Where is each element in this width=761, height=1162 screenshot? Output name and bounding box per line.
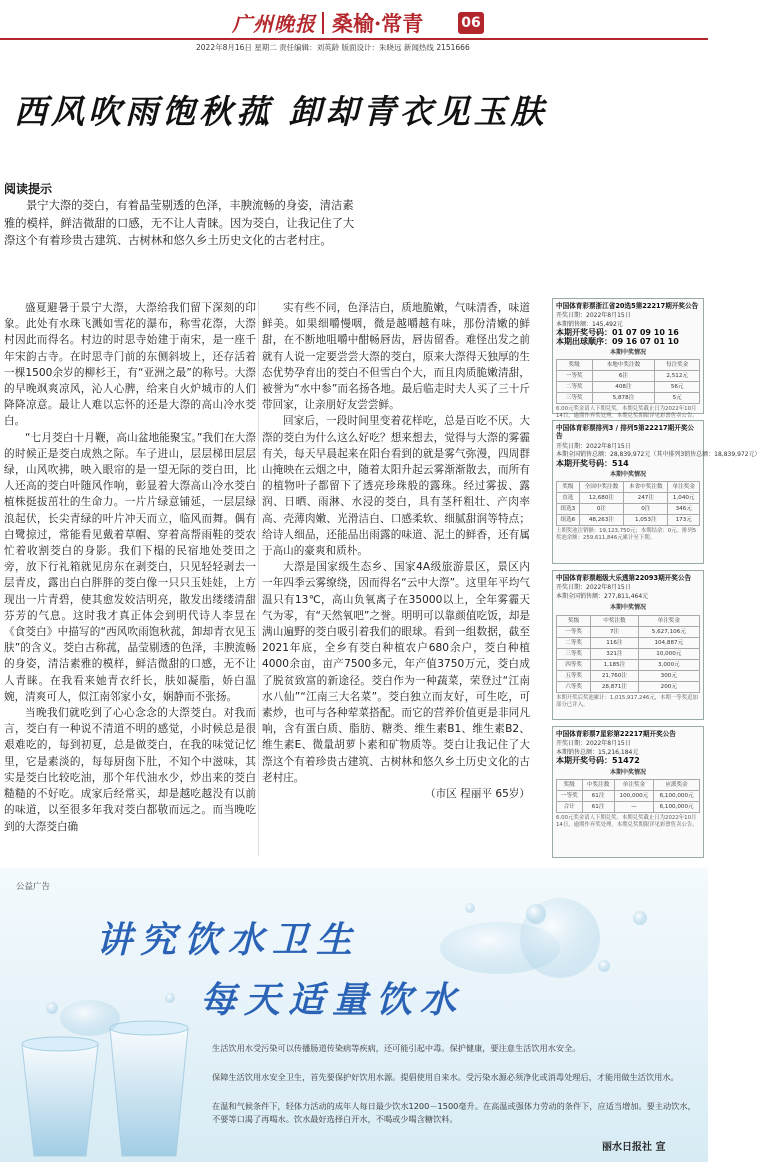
article-paragraph: 回家后，一段时间里变着花样吃，总是百吃不厌。大漈的茭白为什么这么好吃？想来想去，觉得与大漈的雾霾有关，每天早晨起来在阳台看到的就是雾气弥漫，四周群山掩映在云烟之中，随着太阳升起云雾渐渐散去，而所有的植物叶子都留下了透亮珍珠般的露珠。经过雾拔、露润、日晒、雨淋、水浸的茭白，具有茎秆粗壮、产肉率高、壳薄肉嫩、光滑洁白、口感柔软、细腻甜润等特点；给诗人细品，还能品出雨露的味道、泥土的鲜香，还有属于高山的豪爽和质朴。 xyxy=(262,415,530,558)
ad-tag: 公益广告 xyxy=(16,882,51,892)
table-cell: 6注 xyxy=(592,371,655,382)
table-row xyxy=(557,659,700,670)
section-name: 桑榆·常青 xyxy=(332,11,424,36)
lottery-notice-dlt xyxy=(552,570,704,720)
table-cell: 247注 xyxy=(624,493,668,504)
ad-paragraph: 生活饮用水受污染可以传播肠道传染病等疾病，还可能引起中毒。保护健康，要注意生活饮用水安全。 xyxy=(212,1043,581,1053)
table-row xyxy=(557,615,700,626)
lottery-line: 本期销售额：145,492元 xyxy=(556,320,623,328)
table-cell: 116注 xyxy=(591,637,638,648)
article-column-1 xyxy=(4,300,256,835)
public-service-ad xyxy=(0,868,708,1162)
table-cell: 48,263注 xyxy=(579,515,623,526)
masthead xyxy=(0,0,708,52)
lottery-line: 本期开奖号码：51472 xyxy=(556,756,640,766)
page-number: 06 xyxy=(458,12,484,34)
table-cell: 346元 xyxy=(668,504,700,515)
table-cell: 奖级 xyxy=(557,360,593,371)
ad-paragraph: 保障生活饮用水安全卫生，首先要保护好饮用水源。提倡使用自来水。受污染水源必须净化或消毒处理后，才能用做生活饮用水。 xyxy=(212,1072,679,1082)
table-cell: 0注 xyxy=(624,504,668,515)
lottery-title: 中国体育彩票7星彩第22217期开奖公告 xyxy=(556,730,676,738)
lottery-line: 本期开奖号码：514 xyxy=(556,458,629,468)
lottery-note: 本期开奖后奖池累计：1,015,917,246元，本期一等奖追加部分已并入。 xyxy=(556,694,698,708)
lottery-title: 中国体育彩票浙江省20选5第22217期开奖公告 xyxy=(556,302,699,310)
table-cell: 二等奖 xyxy=(557,382,593,393)
masthead-info: 2022年8月16日 星期二 责任编辑：刘英龄 版面设计：朱晓远 新闻热线 2151666 xyxy=(196,43,470,52)
table-row xyxy=(557,626,700,637)
table-cell: 四等奖 xyxy=(557,659,591,670)
water-glass-icon xyxy=(22,993,188,1156)
table-cell: 组选6 xyxy=(557,515,580,526)
table-cell: 1,185注 xyxy=(591,659,638,670)
table-cell: 一等奖 xyxy=(557,626,591,637)
table-cell: 奖级 xyxy=(557,615,591,626)
lottery-line: 本期全国销售总额：28,839,972元（其中排列3销售总额：18,839,972元） xyxy=(556,451,761,459)
table-cell: 单注奖金 xyxy=(614,780,654,791)
headline: 西风吹雨饱秋菰 卸却青衣见玉肤 xyxy=(14,92,548,131)
lottery-note: 6.00元奖金请人下期兑奖。本期兑奖截止日为2022年10月14日，逾期作弃奖处理。本期兑奖期限详见彩票售卖公告。 xyxy=(556,406,698,420)
table-row xyxy=(557,802,700,813)
table-row xyxy=(557,393,700,404)
table-cell: 1,053注 xyxy=(624,515,668,526)
table-cell: 5元 xyxy=(655,393,700,404)
lottery-line: 开奖日期：2022年8月15日 xyxy=(556,740,631,748)
lottery-notice-pl3 xyxy=(552,420,761,564)
table-row xyxy=(557,681,700,692)
lottery-note: 6.00元奖金请人下期兑奖。本期兑奖截止日为2022年10月14日，逾期作弃奖处理。本期兑奖期限详见彩票售卖公告。 xyxy=(556,815,698,829)
table-cell: 单注奖金 xyxy=(668,482,700,493)
lottery-caption: 本期中奖情况 xyxy=(609,471,646,479)
table-row xyxy=(557,382,700,393)
article-paragraph: 盛夏避暑于景宁大漈，大漈给我们留下深刻的印象。此处有水珠飞溅如雪花的瀑布，称雪花漈，大漈村因此而得名。村边的时思寺始建于南宋，是一座千年宋韵古寺。在时思寺门前的东侧斜坡上，还存活着一棵1500余岁的柳杉王，有“亚洲之最”的称号。大漈的早晚飒爽凉风，沁人心脾，给来自火炉城市的人们降降凉意。最让人难以忘怀的还是大漈的高山冷水茭白。 xyxy=(4,302,256,428)
table-row xyxy=(557,648,700,659)
article-paragraph: 实有些不同，色泽洁白，质地脆嫩，气味清香，味道鲜美。如果细嚼慢咽，微是越嚼越有味，那份清嫩的鲜甜，在不断地咀嚼中酣畅唇齿，唇齿留香。难怪出发之前就有人说一定要尝尝大漈的茭白，原来大漈得天独厚的生态优势孕育出的茭白不但雪白个大，而且肉质脆嫩清甜，被誉为“水中参”而名扬各地。最后临走时夫人买了三十斤带回家，让亲朋好友尝尝鲜。 xyxy=(262,302,530,412)
lottery-line: 本期全国销售额：277,811,464元 xyxy=(556,592,649,600)
table-cell: 300元 xyxy=(638,670,699,681)
table-cell: 全国中奖注数 xyxy=(579,482,623,493)
table-cell: 中奖注数 xyxy=(591,615,638,626)
table-cell: 1,040元 xyxy=(668,493,700,504)
lottery-notice-20x5 xyxy=(552,298,704,420)
lottery-title: 中国体育彩票排列3 / 排列5第22217期开奖公告 xyxy=(556,424,695,441)
table-cell: 12,680注 xyxy=(579,493,623,504)
table-cell: 一等奖 xyxy=(557,371,593,382)
table-cell: 奖级 xyxy=(557,780,583,791)
table-row xyxy=(557,637,700,648)
table-cell: 6,100,000元 xyxy=(654,802,700,813)
table-cell: 200元 xyxy=(638,681,699,692)
table-cell: 6,100,000元 xyxy=(654,791,700,802)
table-row xyxy=(557,493,700,504)
article-byline: （市区 程丽平 65岁） xyxy=(425,788,530,801)
table-cell: 一等奖 xyxy=(557,791,583,802)
table-cell: 中奖注数 xyxy=(582,780,614,791)
table-row xyxy=(557,780,700,791)
table-cell: 应派奖金 xyxy=(654,780,700,791)
table-row xyxy=(557,504,700,515)
masthead-divider xyxy=(322,12,324,34)
masthead-rule xyxy=(0,38,708,40)
table-cell: 10,000元 xyxy=(638,648,699,659)
table-row xyxy=(557,482,700,493)
lottery-caption: 本期中奖情况 xyxy=(609,604,646,612)
table-cell: 单注奖金 xyxy=(638,615,699,626)
table-cell: 直选 xyxy=(557,493,580,504)
lottery-note: 上期奖池注销额：19,123,750元；本期结余：0元。排列5奖池余额：259,611,846元累计至下期。 xyxy=(556,528,697,542)
ad-slogan-1: 讲究饮水卫生 xyxy=(96,919,361,961)
ad-slogan-2: 每天适量饮水 xyxy=(200,979,465,1021)
article-paragraph: “七月茭白十月鞭，高山盆地能聚宝。”我们在大漈的时候正是茭白成熟之际。车子进山，层层梯田层层绿，山风吹拂，映入眼帘的是一望无际的茭白田，比人还高的茭白叶随风作响，彰显着大漈高山冷水茭白植株挺拔茁壮的生命力。一片片绿意铺延，一层层绿浪起伏，长尖青绿的叶片冲天而立，临风而舞。偶有白鹭掠过，常能看见戴着草帽、穿着高帮雨鞋的茭农忙着收割茭白的身影。我们下榻的民宿地处茭田之旁，放下行礼箱就见房东在剥茭白，只见轻轻剥去一层青皮，露出白白胖胖的茭白像一只只玉娃娃，上方现出一片青碧，使其愈发姣洁明亮，散发出缕缕清甜芬芳的气息。这时我才真正体会到明代诗人李昱在《食茭白》中描写的“西风吹雨饱秋菰，卸却青衣见玉肤”的含义。茭白古称菰，晶莹剔透的色泽，丰腴流畅的身姿，清洁素雅的模样，鲜洁微甜的口感，无不让人青睐。在我看来她青衣纤长，肤如凝脂，娇白温婉，清爽可人，似江南邻家小女，娴静而不张扬。 xyxy=(4,431,256,703)
table-cell: 56元 xyxy=(655,382,700,393)
lottery-table xyxy=(556,359,700,404)
table-cell: 61注 xyxy=(582,802,614,813)
table-cell: 3,000元 xyxy=(638,659,699,670)
table-row xyxy=(557,515,700,526)
lottery-line: 本期开奖号码：01 07 09 10 16 xyxy=(556,328,679,338)
lottery-table xyxy=(556,615,700,693)
table-cell: — xyxy=(614,802,654,813)
table-cell: 0注 xyxy=(579,504,623,515)
lottery-table xyxy=(556,481,700,526)
lottery-line: 开奖日期：2022年8月15日 xyxy=(556,312,631,320)
table-cell: 5,878注 xyxy=(592,393,655,404)
table-cell: 二等奖 xyxy=(557,637,591,648)
lottery-notice-7xc xyxy=(552,726,704,858)
lottery-title: 中国体育彩票超级大乐透第22093期开奖公告 xyxy=(556,574,692,582)
table-cell: 28,871注 xyxy=(591,681,638,692)
table-cell: 五等奖 xyxy=(557,670,591,681)
lottery-table xyxy=(556,779,700,813)
table-cell: 六等奖 xyxy=(557,681,591,692)
table-cell: 5,627,106元 xyxy=(638,626,699,637)
lottery-line: 开奖日期：2022年8月15日 xyxy=(556,442,631,450)
table-cell: 三等奖 xyxy=(557,393,593,404)
table-cell: 三等奖 xyxy=(557,648,591,659)
lead-text: 景宁大漈的茭白，有着晶莹剔透的色泽，丰腴流畅的身姿，清洁素雅的模样，鲜洁微甜的口感，无不让人青睐。因为茭白，让我记住了大漈这个有着珍贵古建筑、古树林和悠久乡土历史文化的古老村庄。 xyxy=(4,199,355,247)
table-cell: 本省中奖注数 xyxy=(624,482,668,493)
table-cell: 每注奖金 xyxy=(655,360,700,371)
article-column-2 xyxy=(262,300,530,802)
table-cell: 61注 xyxy=(582,791,614,802)
table-cell: 173元 xyxy=(668,515,700,526)
table-row xyxy=(557,371,700,382)
table-row xyxy=(557,670,700,681)
table-cell: 104,887元 xyxy=(638,637,699,648)
paper-name: 广州晚报 xyxy=(232,12,316,36)
lottery-line: 开奖日期：2022年8月15日 xyxy=(556,584,631,592)
lottery-caption: 本期中奖情况 xyxy=(609,349,646,357)
article-paragraph: 当晚我们就吃到了心心念念的大漈茭白。对我而言，茭白有一种说不清道不明的感觉，小时候总是很艰难吃的，每到初夏，总是做茭白，在我的味觉记忆里，它是素淡的，每每厨囱下肚，不知个中滋味，其实是茭白比较吃油，那个年代油水少，炒出来的茭白糙糙的不好吃。成家后经常买，却是越吃越没有以前的味道，以至很多年我对茭白都敬而远之。而当晚吃到的大漈茭白确 xyxy=(4,707,256,833)
ad-signature: 丽水日报社 宣 xyxy=(602,1142,666,1153)
lottery-caption: 本期中奖情况 xyxy=(609,768,646,776)
column-divider xyxy=(258,300,259,856)
table-cell: 100,000元 xyxy=(614,791,654,802)
table-cell: 408注 xyxy=(592,382,655,393)
table-row xyxy=(557,360,700,371)
table-row xyxy=(557,791,700,802)
table-cell: 合计 xyxy=(557,802,583,813)
lottery-line: 本期出球顺序：09 16 07 01 10 xyxy=(556,336,679,346)
lottery-line: 本期销售总额：15,216,184元 xyxy=(556,748,639,756)
table-cell: 奖级 xyxy=(557,482,580,493)
table-cell: 21,760注 xyxy=(591,670,638,681)
water-splash-icon xyxy=(440,898,647,978)
article-paragraph: 大漈是国家级生态乡、国家4A级旅游景区，景区内一年四季云雾缭绕，因而得名“云中大漈”。这里年平均气温只有13℃，高山负氧离子在35000以上，全年雾霾天气为零，有“天然氧吧”之誉。明明可以靠颜值吃饭，却是满山遍野的茭白吸引着我们的眼球。看到一组数据，截至2021年底，全乡有茭白种植农户680余户，茭白种植4000余亩，亩产7500多元，年产值3750万元，茭白成了脱贫致富的新途径。茭白作为一种蔬菜，荣登过“江南水八仙”“江南三大名菜”。茭白独立而友好，可生吃，可素炒，也可与各种荤菜搭配。而它的营养价值更是非同凡响，含有蛋白质、脂肪、糖类、维生素B1、维生素B2、维生素E、微量胡萝卜素和矿物质等。茭白让我记住了大漈这个有着珍贵古建筑、古树林和悠久乡土历史文化的古老村庄。 xyxy=(262,561,530,784)
ad-paragraph: 在温和气候条件下，轻体力活动的成年人每日最少饮水1200－1500毫升。在高温或强体力劳动的条件下，应适当增加。要主动饮水，不要等口渴了再喝水。饮水最好选择白开水，不喝或少喝含糖饮料。 xyxy=(212,1101,696,1124)
table-cell: 2,512元 xyxy=(655,371,700,382)
table-cell: 本地中奖注数 xyxy=(592,360,655,371)
table-cell: 321注 xyxy=(591,648,638,659)
table-cell: 组选3 xyxy=(557,504,580,515)
lead-title: 阅读提示 xyxy=(4,182,53,196)
table-cell: 7注 xyxy=(591,626,638,637)
